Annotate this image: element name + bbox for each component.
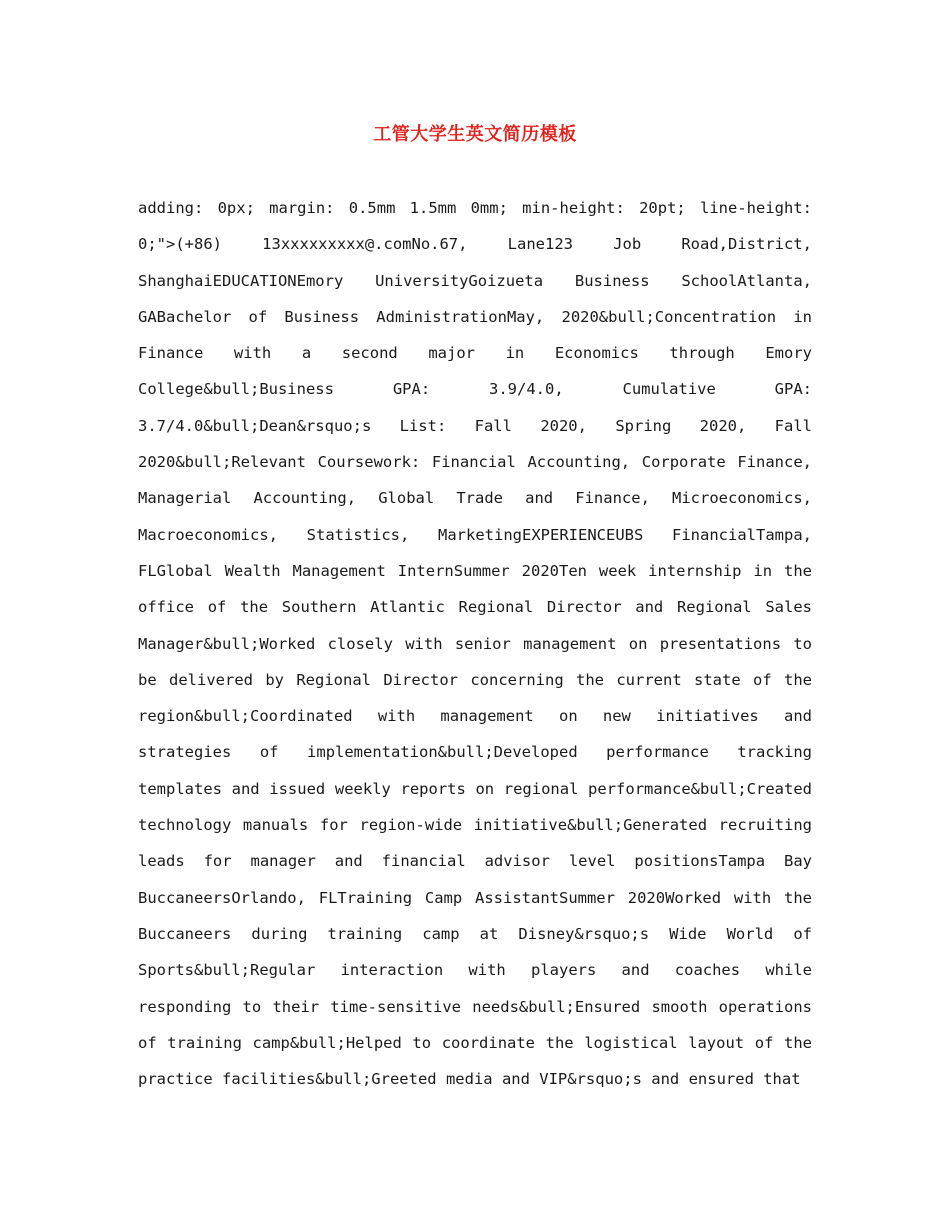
document-title: 工管大学生英文简历模板 [373,124,577,145]
document-body-text: adding: 0px; margin: 0.5mm 1.5mm 0mm; min-height: 20pt; line-height: 0;">(+86) 13xxxxxxxxx@.comNo.67, Lane123 Job Road,District, ShanghaiEDUCATIONEmory UniversityGoizueta Business SchoolAtlanta, GABachelor of Business AdministrationMay, 2020&bull;Concentration in Finance with a second major in Economics through Emory College&bull;Business GPA: 3.9/4.0, Cumulative GPA: 3.7/4.0&bull;Dean&rsquo;s List: Fall 2020, Spring 2020, Fall 2020&bull;Relevant Coursework: Financial Accounting, Corporate Finance, Managerial Accounting, Global Trade and Finance, Microeconomics, Macroeconomics, Statistics, MarketingEXPERIENCEUBS FinancialTampa, FLGlobal Wealth Management InternSummer 2020Ten week internship in the office of the Southern Atlantic Regional Director and Regional Sales Manager&bull;Worked closely with senior management on presentations to be delivered by Regional Director concerning the current state of the region&bull;Coordinated with management on new initiatives and strategies of implementation&bull;Developed performance tracking templates and issued weekly reports on regional performance&bull;Created technology manuals for region-wide initiative&bull;Generated recruiting leads for manager and financial advisor level positionsTampa Bay BuccaneersOrlando, FLTraining Camp AssistantSummer 2020Worked with the Buccaneers during training camp at Disney&rsquo;s Wide World of Sports&bull;Regular interaction with players and coaches while responding to their time-sensitive needs&bull;Ensured smooth operations of training camp&bull;Helped to coordinate the logistical layout of the practice facilities&bull;Greeted media and VIP&rsquo;s and ensured that [138,199,812,1089]
